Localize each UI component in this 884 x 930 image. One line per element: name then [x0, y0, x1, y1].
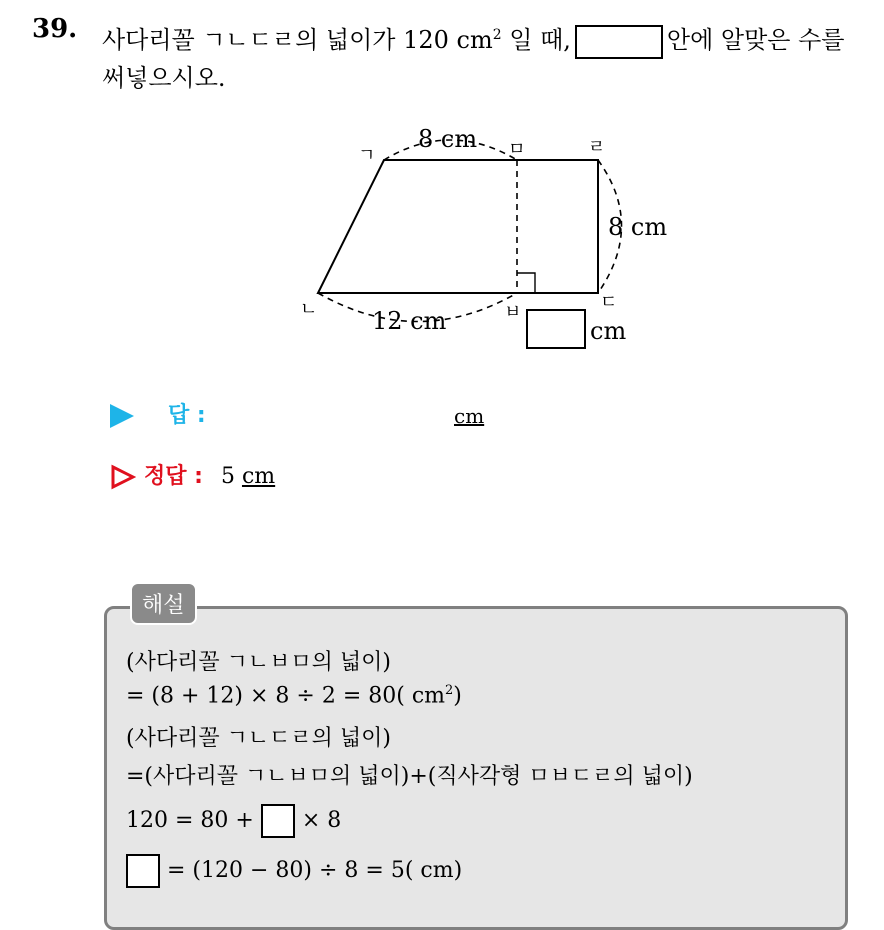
- answer-blank-box: [575, 25, 663, 59]
- label-top-length: 8 cm: [418, 125, 478, 153]
- question-number: 39.: [32, 14, 78, 44]
- explanation-line-5: [126, 804, 341, 838]
- vertex-label-d: ㄷ: [600, 292, 618, 313]
- correct-answer-unit: cm: [241, 464, 276, 489]
- correct-marker-icon: [110, 464, 136, 490]
- explanation-line-2-sup: 2: [445, 683, 454, 698]
- vertex-label-b: ㅂ: [504, 302, 522, 323]
- answer-row: [110, 398, 206, 429]
- explanation-line-3: (사다리꼴 ㄱㄴㄷㄹ의 넓이): [126, 726, 391, 751]
- question-text-sup: 2: [492, 27, 502, 43]
- explanation-tab: 해설: [130, 582, 197, 625]
- question-text-before: 사다리꼴 ㄱㄴㄷㄹ의 넓이가 120 cm: [102, 26, 493, 54]
- explanation-line-6-text: = (120 − 80) ÷ 8 = 5( cm): [167, 858, 463, 883]
- label-bottom-length: 12 cm: [372, 307, 447, 335]
- correct-answer-label: 정답 :: [144, 464, 203, 489]
- answer-unit: cm: [454, 404, 485, 428]
- vertex-label-g: ㄱ: [358, 145, 376, 166]
- label-right-length: 8 cm: [608, 213, 668, 241]
- question-text-mid: 일 때,: [501, 26, 571, 54]
- answer-marker-icon: [110, 404, 134, 428]
- explanation-line-2: [126, 683, 462, 708]
- vertex-label-m: ㅁ: [508, 139, 526, 160]
- label-unknown-unit: cm: [590, 317, 627, 345]
- explanation-line-2a: = (8 + 12) × 8 ÷ 2 = 80( cm: [126, 683, 446, 709]
- answer-label: 답 :: [168, 403, 206, 428]
- explanation-line-5b: × 8: [301, 808, 342, 833]
- explanation-line-5a: 120 = 80 +: [126, 808, 254, 833]
- explanation-line-4: =(사다리꼴 ㄱㄴㅂㅁ의 넓이)+(직사각형 ㅁㅂㄷㄹ의 넓이): [126, 764, 693, 789]
- right-angle-marker: [517, 273, 535, 293]
- correct-answer-row: [110, 459, 275, 490]
- correct-answer-value: [221, 464, 275, 489]
- explanation-blank-box-2: [126, 854, 160, 888]
- unknown-length-box: [527, 310, 585, 348]
- correct-answer-number: 5: [220, 464, 235, 489]
- question-text-after: 안에 알맞은 수를 써넣으시오.: [102, 26, 845, 92]
- explanation-blank-box: [261, 804, 295, 838]
- trapezoid-shape: [318, 160, 598, 293]
- vertex-label-r: ㄹ: [588, 137, 606, 158]
- vertex-label-n: ㄴ: [300, 299, 318, 320]
- explanation-line-1: (사다리꼴 ㄱㄴㅂㅁ의 넓이): [126, 650, 391, 675]
- explanation-line-6: [126, 854, 462, 888]
- trapezoid-figure: [300, 115, 680, 355]
- question-text: [102, 16, 872, 97]
- explanation-line-2b: ): [453, 683, 462, 709]
